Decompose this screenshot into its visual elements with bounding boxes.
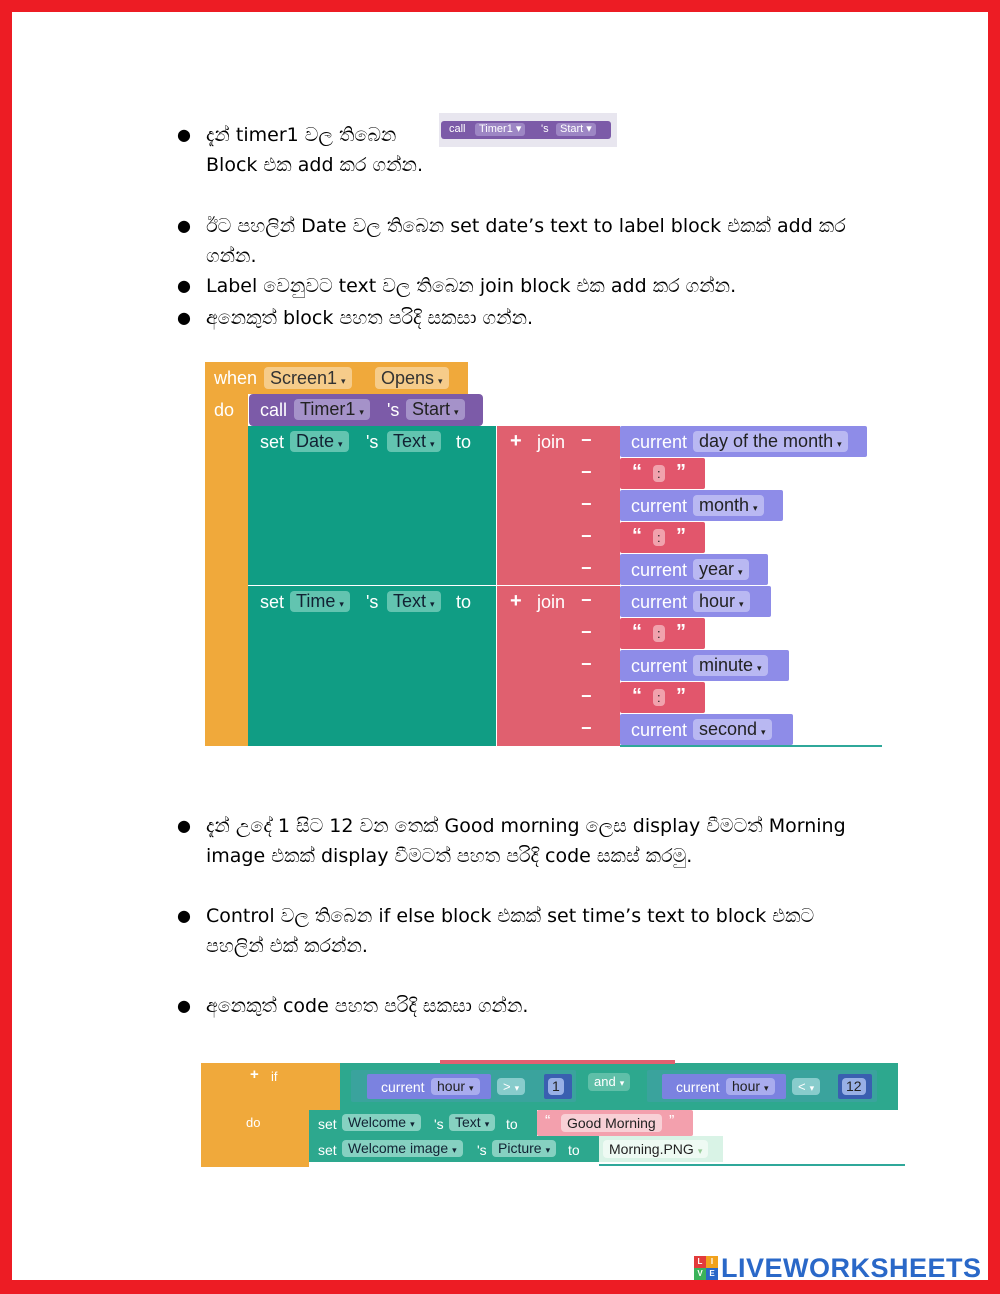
current-time-block: current hour ▾ [620, 586, 771, 617]
welcome-image-dropdown[interactable]: Welcome image ▾ [342, 1140, 463, 1157]
date-part-dropdown[interactable]: month ▾ [693, 495, 764, 516]
join-mutator-plus[interactable]: + [510, 590, 522, 612]
number-one-field[interactable]: 1 [548, 1078, 564, 1095]
do-label: do [214, 400, 235, 420]
current-date-block: current year ▾ [620, 554, 768, 585]
colon-text[interactable]: : [653, 689, 665, 706]
minus-socket[interactable]: − [581, 430, 592, 450]
bullet-item [177, 271, 737, 301]
minus-socket[interactable]: − [581, 558, 592, 578]
current-time-block: current minute ▾ [620, 650, 789, 681]
text-property-dropdown[interactable]: Text ▾ [449, 1114, 495, 1131]
minus-socket[interactable]: − [581, 526, 592, 546]
call-label: call [449, 123, 466, 135]
event-dropdown[interactable]: Opens ▾ [375, 367, 449, 389]
lt-operator-dropdown[interactable]: < ▾ [792, 1078, 820, 1095]
hour-dropdown[interactable]: hour ▾ [431, 1078, 480, 1095]
minus-socket[interactable]: − [581, 622, 592, 642]
bullet-text-line2: පහලින් එක් කරන්න. [206, 935, 368, 957]
possessive-label: 's [387, 400, 400, 420]
possessive-label: 's [366, 592, 379, 612]
date-part-dropdown[interactable]: day of the month ▾ [693, 431, 848, 452]
text-string-block: “ : ” [620, 618, 705, 649]
bullet-dot: ● [177, 308, 191, 327]
call-timer-start-block-image [439, 113, 617, 147]
to-label: to [506, 1116, 518, 1132]
text-property-dropdown[interactable]: Text ▾ [387, 431, 441, 452]
number-twelve-field[interactable]: 12 [842, 1078, 866, 1095]
bullet-dot: ● [177, 216, 191, 235]
component-field: Timer1 ▾ [475, 123, 525, 136]
bullet-dot: ● [177, 996, 191, 1015]
bullet-item [177, 120, 423, 180]
bullet-text-line1: දැන් උදේ 1 සිට 12 වන තෙක් Good morning ලෙස display වීමටත් Morning [206, 815, 846, 837]
colon-text[interactable]: : [653, 529, 665, 546]
welcome-dropdown[interactable]: Welcome ▾ [342, 1114, 421, 1131]
time-part-dropdown[interactable]: hour ▾ [693, 591, 750, 612]
bullet-item [177, 991, 529, 1021]
block-edge-line [620, 745, 882, 747]
if-label: if [271, 1069, 278, 1084]
time-part-dropdown[interactable]: second ▾ [693, 719, 772, 740]
bullet-item [177, 901, 815, 961]
date-part-dropdown[interactable]: year ▾ [693, 559, 749, 580]
join-label: join [537, 592, 566, 612]
start-dropdown[interactable]: Start ▾ [406, 399, 465, 420]
date-component-dropdown[interactable]: Date ▾ [290, 431, 349, 452]
screen-dropdown[interactable]: Screen1 ▾ [264, 367, 352, 389]
good-morning-text[interactable]: Good Morning [561, 1114, 662, 1132]
morning-png-dropdown[interactable]: Morning.PNG ▾ [603, 1140, 708, 1158]
bullet-dot: ● [177, 125, 191, 144]
timer-dropdown[interactable]: Timer1 ▾ [294, 399, 370, 420]
block-edge-line [599, 1164, 905, 1166]
bullet-text-line2: ගන්න. [206, 245, 257, 267]
call-label: call [260, 400, 288, 420]
current-label: current [676, 1079, 720, 1095]
colon-text[interactable]: : [653, 625, 665, 642]
time-part-dropdown[interactable]: minute ▾ [693, 655, 768, 676]
current-label: current [381, 1079, 425, 1095]
bullet-text-line1: Label වෙනුවට text වල තිබෙන join block එක add කර ගන්න. [206, 275, 737, 297]
join-label: join [537, 432, 566, 452]
bullet-dot: ● [177, 906, 191, 925]
bullet-text-line1: Control වල තිබෙන if else block එකක් set time’s text to block එකට [206, 905, 815, 927]
bullet-dot: ● [177, 276, 191, 295]
to-label: to [456, 592, 472, 612]
if-mutator-plus[interactable]: + [250, 1066, 259, 1083]
text-string-block: “ : ” [620, 458, 705, 489]
bullet-text-line1: අනෙකුත් block පහත පරිදි සකසා ගන්න. [206, 307, 534, 329]
bullet-item [177, 211, 846, 271]
bullet-text-line1: අනෙකුත් code පහත පරිදි සකසා ගන්න. [206, 995, 529, 1017]
join-mutator-plus[interactable]: + [510, 430, 522, 452]
current-date-block: current month ▾ [620, 490, 783, 521]
text-string-block: “ : ” [620, 682, 705, 713]
set-label: set [318, 1142, 337, 1158]
bullet-text-line2: image එකක් display වීමටත් පහත පරිදි code සකස් කරමු. [206, 845, 693, 867]
time-component-dropdown[interactable]: Time ▾ [290, 591, 350, 612]
gt-operator-dropdown[interactable]: > ▾ [497, 1078, 525, 1095]
bullet-dot: ● [177, 816, 191, 835]
current-date-block: current day of the month ▾ [620, 426, 867, 457]
current-time-block: current second ▾ [620, 714, 793, 745]
method-field: Start ▾ [556, 123, 596, 136]
minus-socket[interactable]: − [581, 686, 592, 706]
picture-property-dropdown[interactable]: Picture ▾ [492, 1140, 556, 1157]
to-label: to [568, 1142, 580, 1158]
minus-socket[interactable]: − [581, 494, 592, 514]
logo-text: LIVEWORKSHEETS [721, 1253, 982, 1283]
to-label: to [456, 432, 472, 452]
minus-socket[interactable]: − [581, 590, 592, 610]
possessive-label: 's [366, 432, 379, 452]
possessive-label: 's [477, 1142, 487, 1158]
set-label: set [318, 1116, 337, 1132]
minus-socket[interactable]: − [581, 654, 592, 674]
minus-socket[interactable]: − [581, 718, 592, 738]
set-label: set [260, 432, 285, 452]
minus-socket[interactable]: − [581, 462, 592, 482]
when-label: when [214, 368, 258, 388]
colon-text[interactable]: : [653, 465, 665, 482]
set-label: set [260, 592, 285, 612]
bullet-text-line1: දැන් timer1 වල තිබෙන [206, 124, 397, 146]
do-label: do [246, 1115, 261, 1130]
call-block [441, 121, 611, 139]
possessive-label: 's [434, 1116, 444, 1132]
and-operator-dropdown[interactable]: and ▾ [588, 1073, 630, 1091]
bullet-text-line1: ඊට පහලින් Date වල තිබෙන set date’s text to label block එකක් add කර [206, 215, 846, 237]
text-string-block: “ : ” [620, 522, 705, 553]
bullet-item [177, 811, 846, 871]
possessive-label: 's [541, 123, 549, 135]
bullet-item [177, 303, 534, 333]
hour-dropdown[interactable]: hour ▾ [726, 1078, 775, 1095]
bullet-text-line2: Block එක add කර ගන්න. [206, 154, 423, 176]
text-property-dropdown[interactable]: Text ▾ [387, 591, 441, 612]
morning-png-asset [599, 1136, 723, 1162]
